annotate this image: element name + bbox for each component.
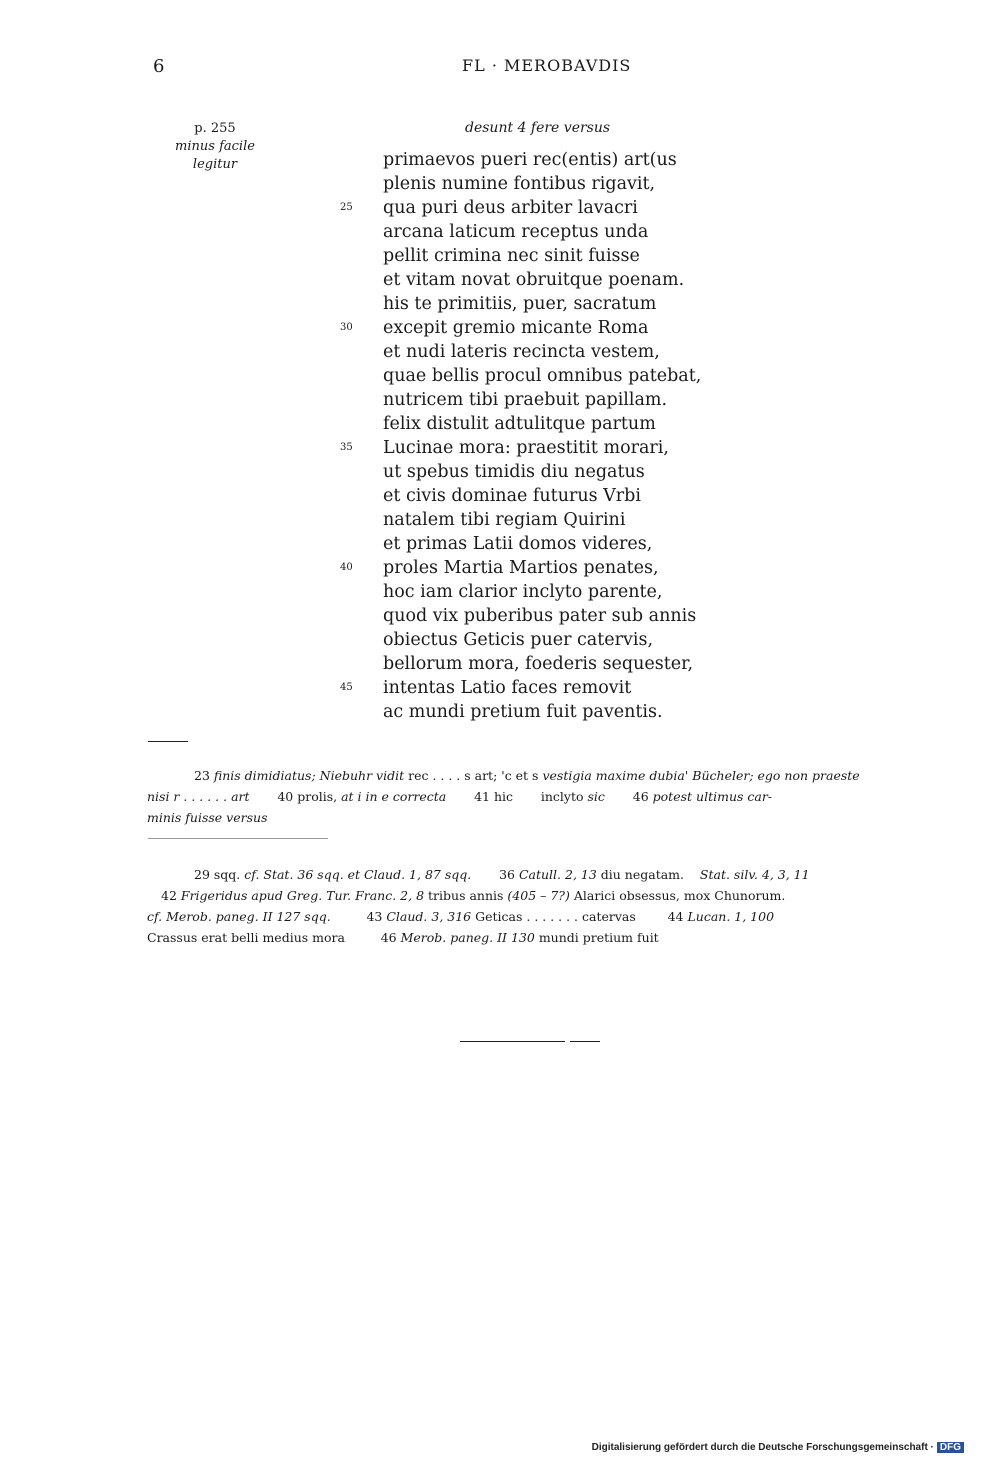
apparatus-line: cf. Merob. paneg. II 127 sqq. 43 Claud. 3, 316 Geticas . . . . . . . catervas 44 Lucan. 1, 100 bbox=[147, 909, 775, 924]
verse-line bbox=[340, 676, 740, 700]
margin-note-line: minus facile bbox=[175, 139, 255, 154]
verse-line bbox=[340, 340, 740, 364]
margin-note bbox=[160, 120, 270, 174]
apparatus-line: 29 sqq. cf. Stat. 36 sqq. et Claud. 1, 87 sqq. 36 Catull. 2, 13 diu negatam. Stat. silv. 4, 3, 11 bbox=[194, 867, 810, 882]
end-rule bbox=[570, 1041, 600, 1042]
divider bbox=[148, 838, 328, 839]
verse-text: nutricem tibi praebuit papillam. bbox=[383, 390, 668, 410]
verse-line bbox=[340, 316, 740, 340]
line-number: 30 bbox=[340, 322, 353, 333]
verse-text: hoc iam clarior inclyto parente, bbox=[383, 582, 663, 602]
verse-line bbox=[340, 484, 740, 508]
verse-text: ut spebus timidis diu negatus bbox=[383, 462, 645, 482]
apparatus-line: 42 Frigeridus apud Greg. Tur. Franc. 2, 8 tribus annis (405 – 7?) Alarici obsessus, mox Chunorum. bbox=[161, 888, 786, 903]
page-number: 6 bbox=[153, 56, 165, 77]
verse-text: proles Martia Martios penates, bbox=[383, 558, 659, 578]
dfg-logo: DFG bbox=[937, 1442, 964, 1453]
verse-text: felix distulit adtulitque partum bbox=[383, 414, 656, 434]
verse-text: excepit gremio micante Roma bbox=[383, 318, 649, 338]
verse-text: obiectus Geticis puer catervis, bbox=[383, 630, 654, 650]
verse-line bbox=[340, 580, 740, 604]
verse-text: natalem tibi regiam Quirini bbox=[383, 510, 626, 530]
footer-credit bbox=[592, 1442, 964, 1453]
verse-text: ac mundi pretium fuit paventis. bbox=[383, 702, 663, 722]
critical-apparatus bbox=[147, 765, 912, 828]
apparatus-line: minis fuisse versus bbox=[147, 810, 268, 825]
lacuna-note: desunt 4 fere versus bbox=[465, 120, 611, 136]
divider bbox=[148, 741, 188, 742]
end-rule bbox=[460, 1041, 565, 1042]
footer-text: Digitalisierung gefördert durch die Deutsche Forschungsgemeinschaft · bbox=[591, 1442, 934, 1453]
verse-text: primaevos pueri rec(entis) art(us bbox=[383, 150, 677, 170]
verse-line bbox=[340, 172, 740, 196]
verse-text: et nudi lateris recincta vestem, bbox=[383, 342, 660, 362]
line-number: 35 bbox=[340, 442, 353, 453]
verse-text: qua puri deus arbiter lavacri bbox=[383, 198, 638, 218]
margin-note-line: legitur bbox=[192, 157, 238, 172]
verse-line bbox=[340, 268, 740, 292]
verse-text: plenis numine fontibus rigavit, bbox=[383, 174, 656, 194]
source-apparatus bbox=[147, 864, 912, 948]
apparatus-line: Crassus erat belli medius mora 46 Merob. paneg. II 130 mundi pretium fuit bbox=[147, 930, 659, 945]
line-number: 25 bbox=[340, 202, 353, 213]
line-number: 40 bbox=[340, 562, 353, 573]
verse-line bbox=[340, 436, 740, 460]
verse-text: pellit crimina nec sinit fuisse bbox=[383, 246, 640, 266]
verse-text: intentas Latio faces removit bbox=[383, 678, 632, 698]
verse-text: arcana laticum receptus unda bbox=[383, 222, 649, 242]
poem-text bbox=[340, 148, 740, 724]
verse-text: bellorum mora, foederis sequester, bbox=[383, 654, 694, 674]
verse-line bbox=[340, 508, 740, 532]
apparatus-line: 23 finis dimidiatus; Niebuhr vidit rec . . . . s art; 'c et s vestigia maxime dubia' Bücheler; ego non praeste bbox=[194, 768, 860, 783]
verse-line bbox=[340, 532, 740, 556]
page-reference: p. 255 bbox=[194, 121, 236, 136]
verse-line bbox=[340, 628, 740, 652]
verse-text: et vitam novat obruitque poenam. bbox=[383, 270, 685, 290]
verse-line bbox=[340, 244, 740, 268]
verse-line bbox=[340, 412, 740, 436]
running-title: FL · MEROBAVDIS bbox=[462, 56, 632, 75]
verse-line bbox=[340, 556, 740, 580]
verse-text: et primas Latii domos videres, bbox=[383, 534, 653, 554]
verse-line bbox=[340, 652, 740, 676]
verse-text: quae bellis procul omnibus patebat, bbox=[383, 366, 702, 386]
verse-line bbox=[340, 196, 740, 220]
verse-line bbox=[340, 364, 740, 388]
line-number: 45 bbox=[340, 682, 353, 693]
apparatus-line: nisi r . . . . . . art 40 prolis, at i in e correcta 41 hic inclyto sic 46 potest ultimus car- bbox=[147, 789, 773, 804]
verse-text: et civis dominae futurus Vrbi bbox=[383, 486, 641, 506]
verse-line bbox=[340, 292, 740, 316]
verse-text: his te primitiis, puer, sacratum bbox=[383, 294, 657, 314]
verse-line bbox=[340, 700, 740, 724]
verse-line bbox=[340, 148, 740, 172]
verse-line bbox=[340, 604, 740, 628]
verse-line bbox=[340, 220, 740, 244]
verse-line bbox=[340, 460, 740, 484]
verse-line bbox=[340, 388, 740, 412]
verse-text: Lucinae mora: praestitit morari, bbox=[383, 438, 669, 458]
verse-text: quod vix puberibus pater sub annis bbox=[383, 606, 697, 626]
